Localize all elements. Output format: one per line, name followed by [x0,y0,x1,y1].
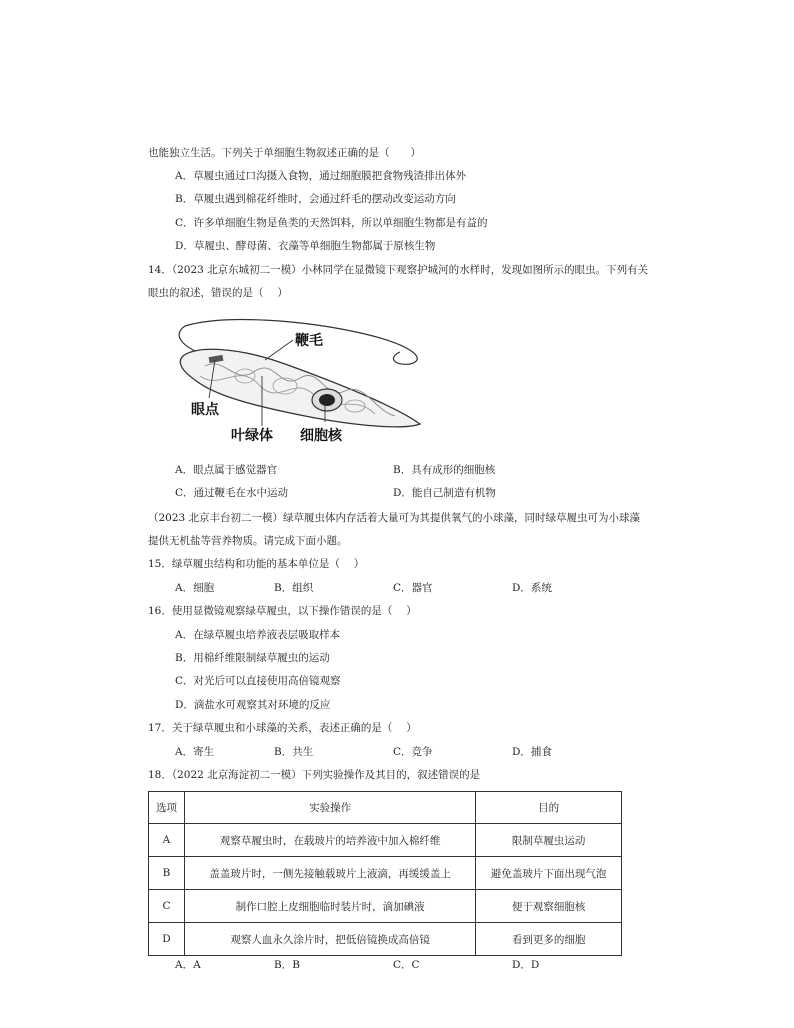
q16-option-d: D．滴盐水可观察其对环境的反应 [175,699,331,711]
q18-option-c: C．C [393,959,420,971]
row-c-label: C [149,890,185,923]
q17-option-a: A．寄生 [175,746,215,758]
row-b-purpose: 避免盖玻片下面出现气泡 [476,857,622,890]
q14-stem-line2: 眼虫的叙述，错误的是（ ） [148,287,288,299]
table-row [149,824,622,857]
header-option: 选项 [149,792,185,824]
row-b-label: B [149,857,185,890]
q14-option-a: A．眼点属于感觉器官 [175,464,278,476]
row-c-purpose: 便于观察细胞核 [476,890,622,923]
q14-option-d: D．能自己制造有机物 [393,487,496,499]
q14-option-b: B．具有成形的细胞核 [393,464,496,476]
q16-stem: 16．使用显微镜观察绿草履虫，以下操作错误的是（ ） [148,605,417,617]
q14-stem-line1: 14．（2023 北京东城初二一模）小林同学在显微镜下观察护城河的水样时，发现如图所示的眼虫。下列有关 [148,264,649,276]
q16-option-b: B．用棉纤维限制绿草履虫的运动 [175,652,330,664]
q15-option-c: C．器官 [393,582,433,594]
q15-option-d: D．系统 [512,582,552,594]
table-header-row [149,792,622,824]
flagellum-label: 鞭毛 [295,333,323,349]
q17-option-d: D．捕食 [512,746,552,758]
q18-option-a: A．A [175,959,201,971]
q13-option-d: D．草履虫、酵母菌、衣藻等单细胞生物都属于原核生物 [175,240,436,252]
q18-option-d: D．D [512,959,540,971]
row-a-label: A [149,824,185,857]
q18-stem: 18．（2022 北京海淀初二一模）下列实验操作及其目的，叙述错误的是 [148,769,481,781]
table-row [149,857,622,890]
table-row [149,923,622,956]
row-b-operation: 盖盖玻片时，一侧先接触载玻片上液滴，再缓缓盖上 [184,857,475,890]
q16-option-c: C．对光后可以直接使用高倍镜观察 [175,675,341,687]
euglena-figure [165,316,445,452]
context-line2: 提供无机盐等营养物质。请完成下面小题。 [148,535,348,547]
q13-option-b: B．草履虫遇到棉花纤维时，会通过纤毛的摆动改变运动方向 [175,193,456,205]
q13-option-a: A．草履虫通过口沟摄入食物，通过细胞膜把食物残渣排出体外 [175,170,467,182]
q13-option-c: C．许多单细胞生物是鱼类的天然饵料，所以单细胞生物都是有益的 [175,217,488,229]
context-line1: （2023 北京丰台初二一模）绿草履虫体内存活着大量可为其提供氧气的小球藻，同时绿草履虫可为小球藻 [148,512,641,524]
q17-stem: 17．关于绿草履虫和小球藻的关系，表述正确的是（ ） [148,722,417,734]
q13-stem-tail: 也能独立生活。下列关于单细胞生物叙述正确的是（ ） [148,147,421,159]
row-d-label: D [149,923,185,956]
nucleus-label: 细胞核 [300,428,342,444]
table-row [149,890,622,923]
chloroplast-label: 叶绿体 [231,428,273,444]
q14-option-c: C．通过鞭毛在水中运动 [175,487,289,499]
row-a-purpose: 限制草履虫运动 [476,824,622,857]
row-d-purpose: 看到更多的细胞 [476,923,622,956]
row-c-operation: 制作口腔上皮细胞临时装片时，滴加碘液 [184,890,475,923]
row-d-operation: 观察人血永久涂片时，把低倍镜换成高倍镜 [184,923,475,956]
header-operation: 实验操作 [184,792,475,824]
experiment-table [148,791,622,956]
q17-option-b: B．共生 [274,746,314,758]
eyespot-label: 眼点 [191,402,219,418]
q16-option-a: A．在绿草履虫培养液表层吸取样本 [175,629,341,641]
q18-option-b: B．B [274,959,300,971]
q17-option-c: C．竞争 [393,746,433,758]
q15-option-b: B．组织 [274,582,314,594]
q15-stem: 15．绿草履虫结构和功能的基本单位是（ ） [148,558,365,570]
q15-option-a: A．细胞 [175,582,215,594]
header-purpose: 目的 [476,792,622,824]
row-a-operation: 观察草履虫时，在载玻片的培养液中加入棉纤维 [184,824,475,857]
